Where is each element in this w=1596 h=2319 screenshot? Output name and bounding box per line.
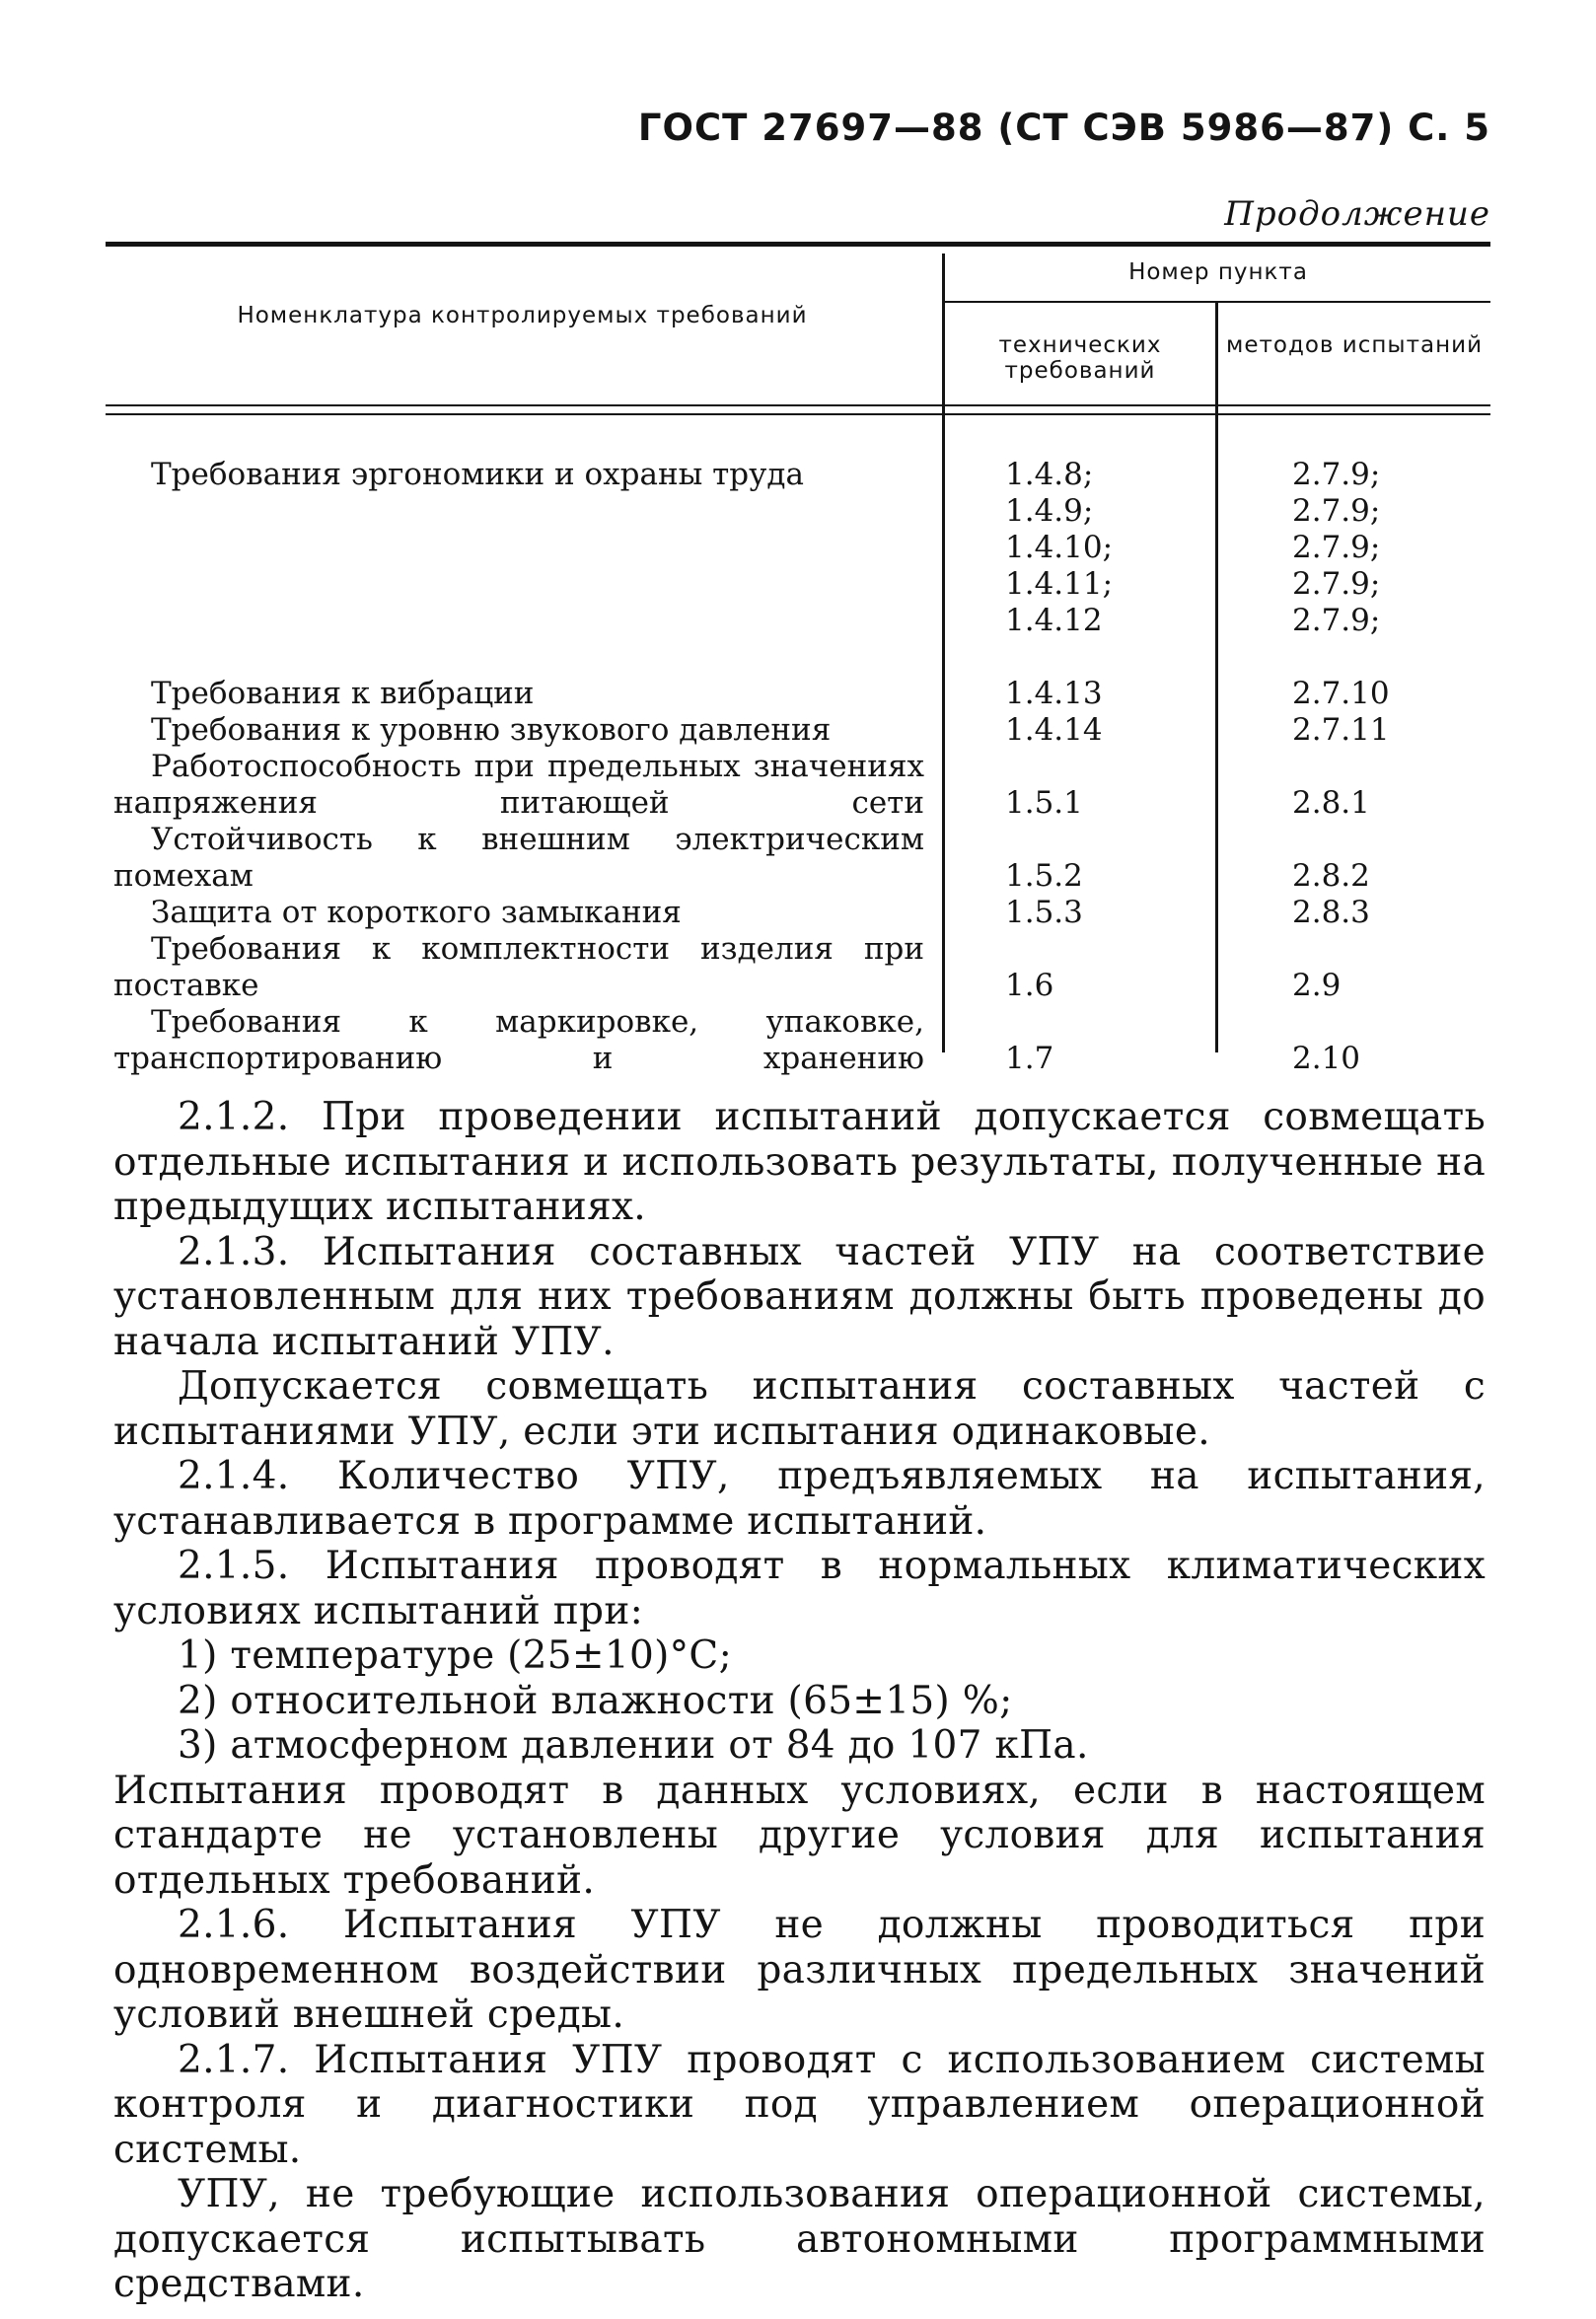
tech-value: 1.4.9; — [1005, 493, 1094, 529]
methods-value: 2.7.9; — [1292, 457, 1381, 492]
tech-cell — [1005, 858, 1083, 895]
tech-cell — [1005, 1041, 1053, 1077]
requirement-cell: Требования к уровню звукового давления — [151, 712, 832, 748]
requirement-cell: Требования к вибрации — [151, 676, 535, 711]
table-row — [106, 822, 1490, 895]
requirement-cell: Требования эргономики и охраны труда — [151, 457, 804, 492]
tech-value: 1.4.13 — [1005, 676, 1103, 711]
tech-cell — [1005, 968, 1053, 1004]
requirement-cell: Требования к комплектности изделия при поставке — [113, 931, 924, 1003]
tech-value: 1.6 — [1005, 968, 1054, 1003]
paragraph: УПУ, не требующие использования операционной системы, допускается испытывать автономными программными средствами. — [113, 2172, 1486, 2306]
methods-cell — [1292, 457, 1380, 639]
methods-value: 2.7.9; — [1292, 530, 1381, 565]
tech-value: 1.4.14 — [1005, 712, 1103, 748]
requirements-table — [106, 242, 1490, 1076]
methods-cell — [1292, 1041, 1360, 1077]
tech-value: 1.4.11; — [1005, 566, 1114, 602]
paragraph: 2.1.3. Испытания составных частей УПУ на соответствие установленным для них требованиям должны быть проведены до начала испытаний УПУ. — [113, 1229, 1486, 1364]
methods-value: 2.9 — [1292, 968, 1342, 1003]
tech-value: 1.4.10; — [1005, 530, 1114, 565]
table-header-rule — [106, 413, 1490, 415]
column-header-nomenclature: Номенклатура контролируемых требований — [237, 303, 808, 328]
methods-value: 2.8.1 — [1292, 785, 1370, 821]
column-header-methods: методов испытаний — [1225, 332, 1484, 358]
paragraph: 2.1.5. Испытания проводят в нормальных климатических условиях испытаний при: — [113, 1544, 1486, 1633]
column-header-group: Номер пункта — [1128, 259, 1308, 285]
methods-cell — [1292, 712, 1390, 749]
methods-cell — [1292, 785, 1370, 822]
methods-value: 2.7.10 — [1292, 676, 1390, 711]
methods-cell — [1292, 858, 1370, 895]
table-row — [106, 749, 1490, 822]
methods-value: 2.7.9; — [1292, 603, 1381, 638]
table-row — [106, 895, 1490, 931]
methods-value: 2.7.9; — [1292, 566, 1381, 602]
methods-value: 2.10 — [1292, 1041, 1361, 1076]
body-text — [113, 1095, 1486, 2307]
paragraph: Допускается совмещать испытания составных частей с испытаниями УПУ, если эти испытания одинаковые. — [113, 1364, 1486, 1454]
tech-value: 1.5.1 — [1005, 785, 1083, 821]
paragraph: 2.1.4. Количество УПУ, предъявляемых на испытания, устанавливается в программе испытаний. — [113, 1454, 1486, 1544]
table-row — [106, 712, 1490, 749]
methods-cell — [1292, 676, 1390, 712]
paragraph: 2.1.6. Испытания УПУ не должны проводиться при одновременном воздействии различных предельных значений условий внешней среды. — [113, 1903, 1486, 2037]
list-item: 1) температуре (25±10)°С; — [178, 1633, 733, 1678]
methods-cell — [1292, 895, 1370, 931]
tech-cell — [1005, 895, 1083, 931]
requirement-cell: Требования к маркировке, упаковке, транспортированию и хранению — [113, 1004, 924, 1076]
table-body — [106, 457, 1490, 1077]
tech-value: 1.4.8; — [1005, 457, 1094, 492]
requirement-cell: Устойчивость к внешним электрическим помехам — [113, 822, 924, 894]
tech-value: 1.4.12 — [1005, 603, 1103, 638]
methods-value: 2.7.9; — [1292, 493, 1381, 529]
methods-value: 2.8.2 — [1292, 858, 1370, 894]
table-row — [106, 457, 1490, 676]
table-row — [106, 1004, 1490, 1077]
table-row — [106, 676, 1490, 712]
paragraph: 2.1.2. При проведении испытаний допускается совмещать отдельные испытания и использовать результаты, полученные на предыдущих испытаниях. — [113, 1095, 1486, 1229]
running-head: ГОСТ 27697—88 (СТ СЭВ 5986—87) С. 5 — [637, 107, 1490, 149]
methods-value: 2.8.3 — [1292, 895, 1370, 930]
table-top-rule — [106, 242, 1490, 247]
tech-value: 1.5.2 — [1005, 858, 1083, 894]
tech-cell — [1005, 785, 1083, 822]
continuation-label: Продолжение — [1224, 194, 1490, 234]
list-item: 3) атмосферном давлении от 84 до 107 кПа. — [178, 1723, 1089, 1768]
requirement-cell: Работоспособность при предельных значениях напряжения питающей сети — [113, 749, 924, 821]
table-row — [106, 931, 1490, 1004]
paragraph: 2.1.7. Испытания УПУ проводят с использованием системы контроля и диагностики под управлением операционной системы. — [113, 2037, 1486, 2172]
paragraph: Испытания проводят в данных условиях, если в настоящем стандарте не установлены другие условия для испытания отдельных требований. — [113, 1768, 1486, 1903]
tech-cell — [1005, 457, 1113, 639]
methods-cell — [1292, 968, 1341, 1004]
methods-value: 2.7.11 — [1292, 712, 1390, 748]
tech-cell — [1005, 712, 1103, 749]
list-item: 2) относительной влажности (65±15) %; — [178, 1678, 1013, 1723]
tech-value: 1.7 — [1005, 1041, 1054, 1076]
tech-value: 1.5.3 — [1005, 895, 1083, 930]
requirement-cell: Защита от короткого замыкания — [151, 895, 682, 930]
column-header-tech: технических требований — [998, 332, 1162, 384]
table-header-rule — [106, 404, 1490, 406]
tech-cell — [1005, 676, 1103, 712]
